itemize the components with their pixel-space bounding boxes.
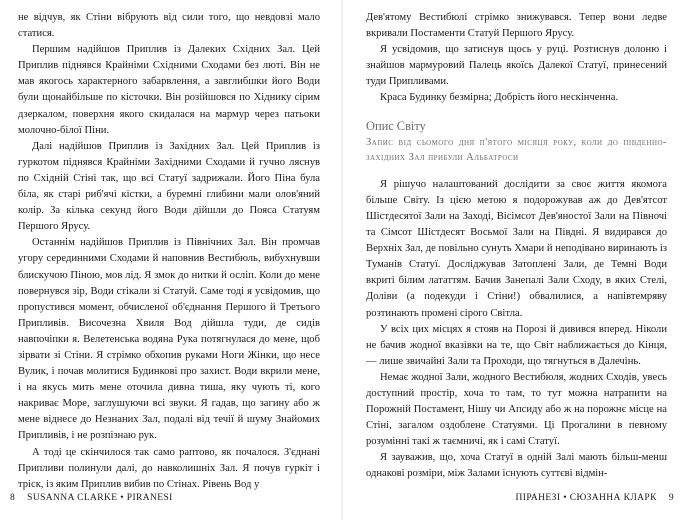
right-page-footer [516,493,674,503]
paragraph: Краса Будинку безмірна; Добрість його нескінченна. [380,92,619,104]
paragraph: Першим надійшов Приплив із Далеких Східних Зал. Цей Приплив піднявся Крайніми Східними Сходами без люті. Він не мав якогось характерного забарвлення, а завглибшки його Води були щонайбільше по кісточки. Він розійшовся по Хіднику сірим дзеркалом, поверхня якого скидалася на мармур через патьоки молочно-білої Піни. [18,44,320,136]
paragraph: Я рішучо налаштований дослідити за своє життя якомога більше Світу. Із цією метою я подорожував аж до Дев'ятсот Шістдесятої Зали на Заході, Вісімсот Дев'яностої Зали на Півночі та Сімсот Шістдесят Восьмої Зали на Півдні. Я видирався до Верхніх Зал, де повільно сунуть Хмари й неподівано виринають із Туманів Статуї. Досліджував Затоплені Зали, де Темні Води вкриті білим лататтям. Бачив Занепалі Зали Сходу, в яких Стелі, Доліви (а подекуди і Стіни!) обвалилися, а напівтемряву розтинають промені сірого Світла. [366,178,667,319]
right-page-text [366,10,667,483]
page-number: 9 [668,493,674,503]
paragraph: А тоді це скінчилося так само раптово, як почалося. З'єднані Припливи полинули далі, до навколишніх Зал. Я почув гуркіт і тріск, із яким Приплив вибив по Стінах. Рівень Вод у [18,446,320,490]
running-author: SUSANNA CLARKE [27,493,118,503]
paragraph: Я усвідомив, що затиснув щось у руці. Розтиснув долоню і знайшов мармуровий Палець якоїсь Далекої Статуї, принесений туди Припливами. [366,44,667,88]
right-page [342,0,684,520]
paragraph: Далі надійшов Приплив із Західних Зал. Цей Приплив із гуркотом піднявся Крайніми Західними Сходами й гучно ляснув по Східній Стіні так, що всі Статуї задрижали. Його Піна була біла, як старі риб'ячі кістки, а буремні глибини мали олов'яний колір. За кілька секунд його Води дійшли до Пояса Статуям Першого Ярусу. [18,140,320,233]
running-author: СЮЗАННА КЛАРК [569,493,657,503]
footer-separator: • [120,493,124,503]
paragraph: Дев'ятому Вестибюлі стрімко знижувався. Тепер вони ледве вкривали Постаменти Статуй Першого Ярусу. [366,12,667,40]
running-title: PIRANESI [126,493,173,503]
running-title: ПІРАНЕЗІ [515,493,561,503]
entry-subheading: Запис від сьомого дня п'ятого місяця року, коли до південно-західних Зал прибули Альбатроси [366,136,667,164]
paragraph: не відчув, як Стіни вібрують від сили того, що невдовзі мало статися. [18,12,320,40]
page-number: 8 [10,493,16,503]
paragraph: Я зауважив, що, хоча Статуї в одній Залі мають більш-менш однакові розміри, між Залами існують суттєві відмін- [366,452,667,480]
left-page-footer [10,493,173,503]
paragraph: Останнім надійшов Приплив із Північних Зал. Він промчав угору серединними Сходами й наповнив Вестибюль, вибухнувши блискучою Піною, мов лід. Я змок до нитки й осліп. Коли до мене повернувся зір, Води стікали зі Статуй. Саме тоді я усвідомив, що пропустився момент, обчисленої об'єднання Першого й Третього Припливів. Височезна Хвиля Вод дійшла туди, де сидів навпочіпки я. Велетенська водяна Рука потягнулася до мене, щоб зірвати зі Стіни. Я стрімко обхопив руками Ноги Жінки, що несе Вулик, і почав молитися Будинкові про захист. Води вкрили мене, і на якусь мить мене оточила дивна тиша, яку чують ті, кого накриває Море, заглушуючи всі звуки. Я гадав, що загину або ж мене віднесе до Незнаних Зал, подалі від течії й шуму Знайомих Припливів, і не розпізнаю рук. [18,237,320,442]
section-heading: Опис Світу [366,118,426,133]
paragraph: У всіх цих місцях я стояв на Порозі й дивився вперед. Ніколи не бачив жодної вказівки на те, що Світ наближається до Кінця, — лише звичайні Зали та Проходи, що тягнуться в Далечінь. [366,323,667,367]
footer-separator: • [563,493,567,503]
left-page-text [18,10,320,493]
paragraph: Немає жодної Зали, жодного Вестибюля, жодних Сходів, увесь доступний простір, хоча то там, то тут можна натрапити на Порожній Постамент, Нішу чи Апсиду або ж на порожнє місце на Стіні, загалом оздоблене Статуями. Ці Прогалини в певному розумінні такі ж таємничі, як і самі Статуї. [366,371,667,448]
